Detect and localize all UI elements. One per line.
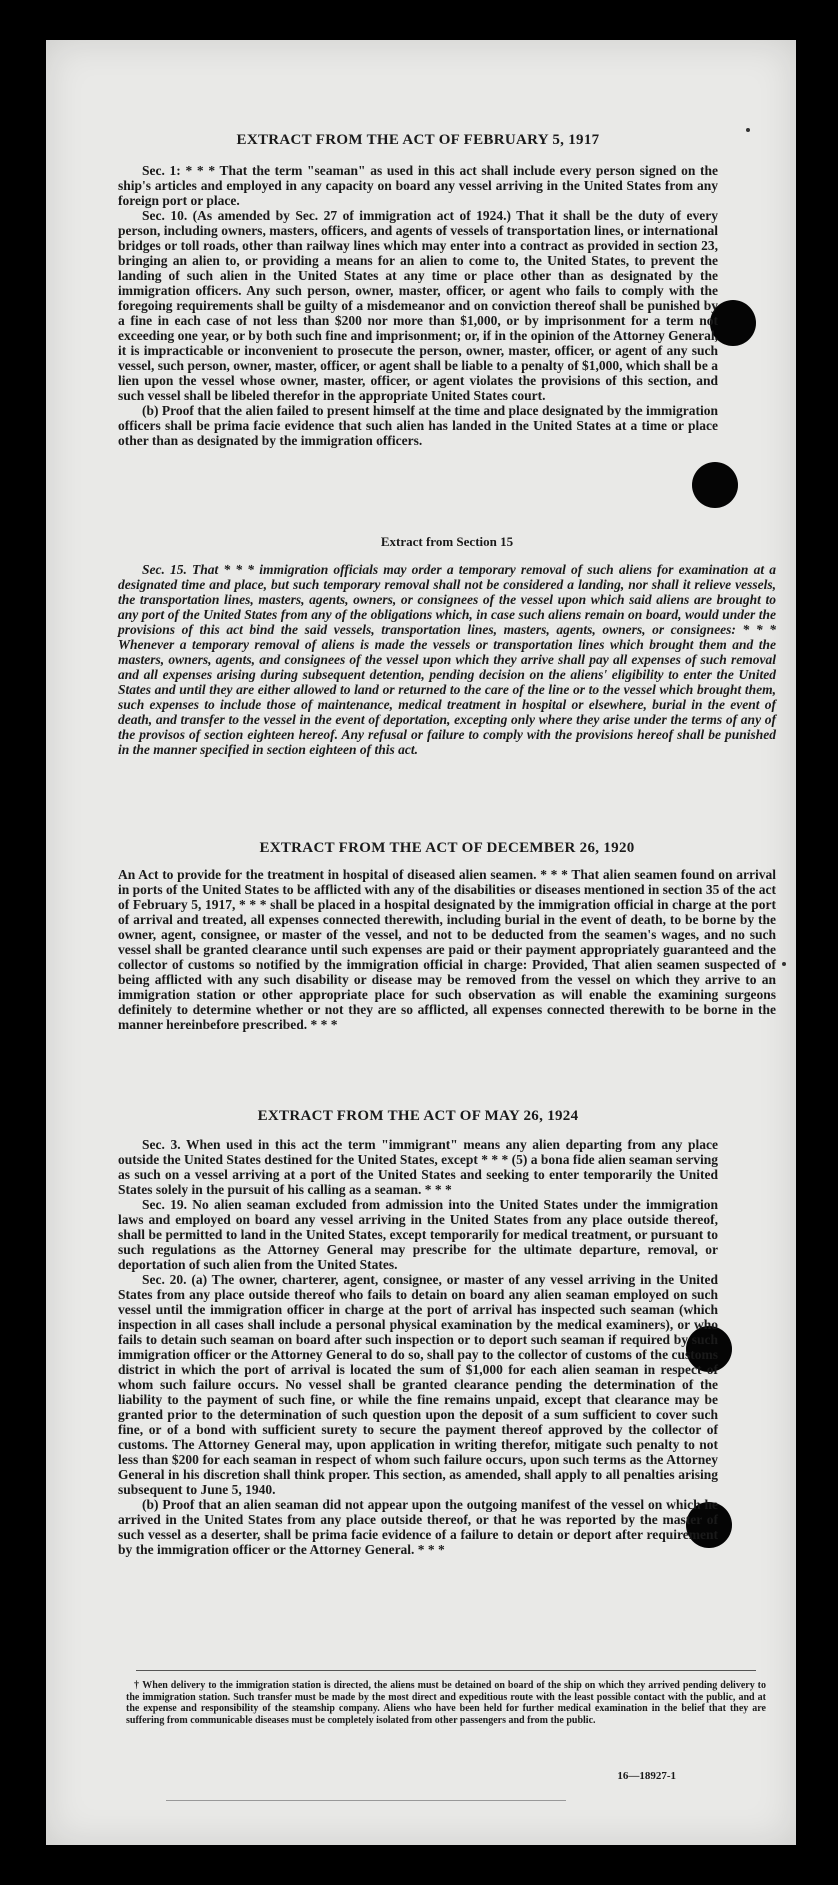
punch-hole-2 — [692, 462, 738, 508]
para-sec10: Sec. 10. (As amended by Sec. 27 of immigration act of 1924.) That it shall be the duty of every person, including owners, masters, officers, and agents of vessels of transportation lines, or international bridges or toll roads, other than railway lines which may enter into a contract as provided in section 23, bringing an alien to, or providing a means for an alien to come to, the United States, to prevent the landing of such alien in the United States at any time or place other than as designated by the immigration officers. Any such person, owner, master, officer, or agent who fails to comply with the foregoing requirements shall be guilty of a misdemeanor and on conviction thereof shall be punished by a fine in each case of not less than $200 nor more than $1,000, or by imprisonment for a term not exceeding one year, or by both such fine and imprisonment; or, if in the opinion of the Attorney General, it is impracticable or inconvenient to prosecute the person, owner, master, officer, or agent of any such vessel, such person, owner, master, officer, or agent shall be liable to a penalty of $1,000, which shall be a lien upon the vessel whose owner, master, officer, or agent violates the provisions of this section, and such vessel shall be libeled therefor in the appropriate United States court. — [118, 208, 718, 403]
section-1917 — [118, 132, 718, 448]
document-page — [46, 40, 796, 1845]
heading-act-1924: EXTRACT FROM THE ACT OF MAY 26, 1924 — [257, 1108, 579, 1124]
bottom-divider — [166, 1800, 566, 1801]
para-sec1: Sec. 1: * * * That the term "seaman" as used in this act shall include every person signed on the ship's articles and employed in any capacity on board any vessel arriving in the United States from any foreign port or place. — [118, 163, 718, 208]
para-act-1920: An Act to provide for the treatment in hospital of diseased alien seamen. * * * That alien seamen found on arrival in ports of the United States to be afflicted with any of the disabilities or diseases mentioned in section 35 of the act of February 5, 1917, * * * shall be placed in a hospital designated by the immigration official in charge at the port of arrival and treated, all expenses connected therewith, including burial in the event of death, to be borne by the owner, agent, consignee, or master of the vessel, and not to be deducted from the seamen's wages, and no such vessel shall be granted clearance until such expenses are paid or their payment appropriately guaranteed and the collector of customs so notified by the immigration official in charge: Provided, That alien seamen suspected of being afflicted with any such disability or disease may be removed from the vessel on which they arrive to an immigration station or other appropriate place for such observation as will enable the examining surgeons definitely to determine whether or not they are so afflicted, all expenses connected therewith to be borne in the manner hereinbefore prescribed. * * * — [118, 867, 776, 1032]
footnote-divider — [136, 1670, 756, 1671]
section-1920 — [118, 840, 776, 1032]
para-sec20a: Sec. 20. (a) The owner, charterer, agent, consignee, or master of any vessel arriving in the United States from any place outside thereof who fails to detain on board any alien seaman employed on such vessel until the immigration officer in charge at the port of arrival has inspected such seaman (which inspection in all cases shall include a personal physical examination by the medical examiners), or who fails to detain such seaman on board after such inspection or to deport such seaman if required by such immigration officer or the Attorney General to do so, shall pay to the collector of customs of the customs district in which the port of arrival is located the sum of $1,000 for each alien seaman in respect of whom such failure occurs. No vessel shall be granted clearance pending the determination of the liability to the payment of such fine, or while the fine remains unpaid, except that clearance may be granted prior to the determination of such question upon the deposit of a sum sufficient to cover such fine, or of a bond with sufficient surety to secure the payment thereof approved by the collector of customs. The Attorney General may, upon application in writing therefor, mitigate such penalty to not less than $200 for each seaman in respect of whom such failure occurs, upon such terms as the Attorney General in his discretion shall think proper. This section, as amended, shall apply to all penalties arising subsequent to June 5, 1940. — [118, 1272, 718, 1497]
para-sec15: Sec. 15. That * * * immigration officials may order a temporary removal of such aliens for examination at a designated time and place, but such temporary removal shall not be considered a landing, nor shall it relieve vessels, the transportation lines, masters, agents, owners, or consignees of the vessel upon which said aliens are brought to any port of the United States from any of the obligations which, in case such aliens remain on board, would under the provisions of this act bind the said vessels, transportation lines, masters, agents, owners, or consignees: * * * Whenever a temporary removal of aliens is made the vessels or transportation lines which brought them and the masters, owners, agents, and consignees of the vessel upon which they arrive shall pay all expenses of such removal and all expenses arising during subsequent detention, pending decision on the aliens' eligibility to enter the United States and until they are either allowed to land or returned to the care of the line or to the vessel which brought them, such expenses to include those of maintenance, medical treatment in hospital or elsewhere, burial in the event of death, and transfer to the vessel in the event of deportation, excepting only where they arise under the terms of any of the provisos of section eighteen hereof. Any refusal or failure to comply with the provisions hereof shall be punished in the manner specified in section eighteen of this act. — [118, 562, 776, 757]
para-sec3: Sec. 3. When used in this act the term "immigrant" means any alien departing from any place outside the United States destined for the United States, except * * * (5) a bona fide alien seaman serving as such on a vessel arriving at a port of the United States and seeking to enter temporarily the United States solely in the pursuit of his calling as a seaman. * * * — [118, 1137, 718, 1197]
para-sec20b: (b) Proof that an alien seaman did not appear upon the outgoing manifest of the vessel on which he arrived in the United States from any place outside thereof, or that he was reported by the master of such vessel as a deserter, shall be prima facie evidence of a failure to detain or deport after requirement by the immigration officer or the Attorney General. * * * — [118, 1497, 718, 1557]
heading-act-1920: EXTRACT FROM THE ACT OF DECEMBER 26, 1920 — [259, 840, 635, 856]
heading-act-1917: EXTRACT FROM THE ACT OF FEBRUARY 5, 1917 — [236, 132, 600, 148]
section-15 — [118, 534, 776, 757]
footnote — [126, 1680, 766, 1726]
para-sec19: Sec. 19. No alien seaman excluded from admission into the United States under the immigration laws and employed on board any vessel arriving in the United States from any place outside thereof, shall be permitted to land in the United States, except temporarily for medical treatment, or pursuant to such regulations as the Attorney General may prescribe for the ultimate departure, removal, or deportation of such alien from the United States. — [118, 1197, 718, 1272]
speck — [782, 962, 786, 966]
para-sec10b: (b) Proof that the alien failed to present himself at the time and place designated by the immigration officers shall be prima facie evidence that such alien has landed in the United States at a time or place other than as designated by the immigration officers. — [118, 403, 718, 448]
form-code: 16—18927-1 — [617, 1770, 676, 1782]
footnote-text: † When delivery to the immigration station is directed, the aliens must be detained on board of the ship on which they arrived pending delivery to the immigration station. Such transfer must be made by the most direct and expeditious route with the least possible contact with the public, and at the expense and responsibility of the steamship company. Aliens who have been held for further medical examination in the belief that they are suffering from communicable diseases must be completely isolated from other passengers and from the public. — [126, 1680, 766, 1726]
section-1924 — [118, 1108, 718, 1557]
speck — [746, 128, 750, 132]
heading-section-15: Extract from Section 15 — [380, 534, 514, 549]
